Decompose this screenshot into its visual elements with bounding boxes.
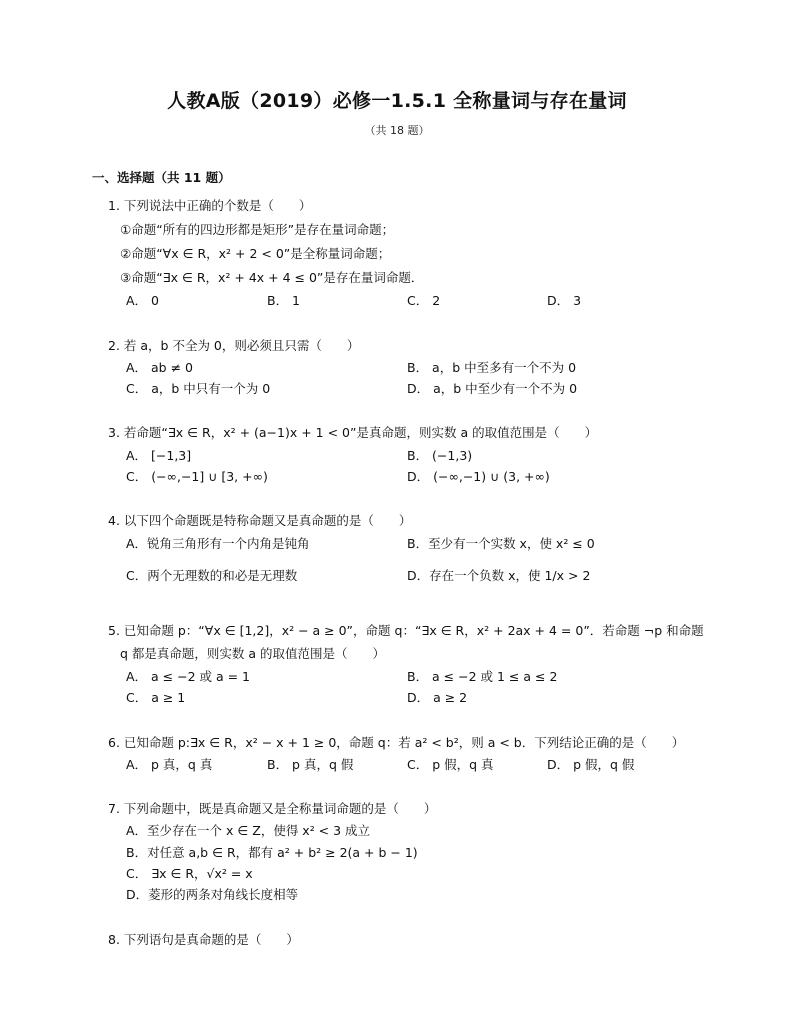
question-3-option-b[interactable]: B． (−1,3) bbox=[407, 448, 473, 463]
question-1-stem: 1. 下列说法中正确的个数是（ ） bbox=[108, 198, 312, 213]
question-8-stem: 8. 下列语句是真命题的是（ ） bbox=[108, 932, 299, 947]
section-heading: 一、选择题（共 11 题） bbox=[92, 170, 231, 185]
question-count: （共 18 题） bbox=[364, 124, 430, 137]
question-6-option-d[interactable]: D． p 假，q 假 bbox=[547, 757, 635, 772]
question-1-option-d[interactable]: D． 3 bbox=[547, 293, 582, 308]
question-7-option-c[interactable]: C． ∃x ∈ R，√x² = x bbox=[126, 866, 253, 881]
question-1-statement-1: ①命题“所有的四边形都是矩形”是存在量词命题； bbox=[120, 222, 395, 237]
question-1-statement-3: ③命题“∃x ∈ R，x² + 4x + 4 ≤ 0”是存在量词命题． bbox=[120, 270, 424, 285]
question-5-option-b[interactable]: B． a ≤ −2 或 1 ≤ a ≤ 2 bbox=[407, 669, 558, 684]
question-4-stem: 4. 以下四个命题既是特称命题又是真命题的是（ ） bbox=[108, 513, 412, 528]
question-3-option-c[interactable]: C． (−∞,−1] ∪ [3, +∞) bbox=[126, 469, 268, 484]
page-title: 人教A版（2019）必修一1.5.1 全称量词与存在量词 bbox=[167, 90, 627, 112]
question-5-option-c[interactable]: C． a ≥ 1 bbox=[126, 690, 186, 705]
question-4-option-a[interactable]: A．锐角三角形有一个内角是钝角 bbox=[126, 536, 310, 551]
question-2-stem: 2. 若 a，b 不全为 0，则必须且只需（ ） bbox=[108, 338, 360, 353]
question-6-option-a[interactable]: A． p 真，q 真 bbox=[126, 757, 213, 772]
question-3-option-a[interactable]: A． [−1,3] bbox=[126, 448, 192, 463]
question-4-option-c[interactable]: C．两个无理数的和必是无理数 bbox=[126, 568, 298, 583]
question-7-stem: 7. 下列命题中，既是真命题又是全称量词命题的是（ ） bbox=[108, 801, 437, 816]
question-1-option-c[interactable]: C． 2 bbox=[407, 293, 441, 308]
question-1-option-b[interactable]: B． 1 bbox=[267, 293, 301, 308]
question-5-stem-continued: q 都是真命题，则实数 a 的取值范围是（ ） bbox=[120, 646, 386, 661]
question-6-option-b[interactable]: B． p 真，q 假 bbox=[267, 757, 354, 772]
question-6-stem: 6. 已知命题 p:∃x ∈ R，x² − x + 1 ≥ 0，命题 q：若 a² < b²，则 a < b．下列结论正确的是（ ） bbox=[108, 735, 685, 750]
question-5-option-a[interactable]: A． a ≤ −2 或 a = 1 bbox=[126, 669, 251, 684]
question-3-stem: 3. 若命题“∃x ∈ R，x² + (a−1)x + 1 < 0”是真命题，则实数 a 的取值范围是（ ） bbox=[108, 425, 598, 440]
question-6-option-c[interactable]: C． p 假，q 真 bbox=[407, 757, 494, 772]
question-3-option-d[interactable]: D． (−∞,−1) ∪ (3, +∞) bbox=[407, 469, 550, 484]
question-2-option-c[interactable]: C． a，b 中只有一个为 0 bbox=[126, 381, 271, 396]
question-7-option-a[interactable]: A．至少存在一个 x ∈ Z，使得 x² < 3 成立 bbox=[126, 823, 371, 838]
question-7-option-b[interactable]: B．对任意 a,b ∈ R，都有 a² + b² ≥ 2(a + b − 1) bbox=[126, 845, 418, 860]
question-4-option-b[interactable]: B．至少有一个实数 x，使 x² ≤ 0 bbox=[407, 536, 595, 551]
question-4-option-d[interactable]: D．存在一个负数 x，使 1/x > 2 bbox=[407, 568, 591, 583]
question-7-option-d[interactable]: D．菱形的两条对角线长度相等 bbox=[126, 887, 299, 902]
question-5-stem: 5. 已知命题 p：“∀x ∈ [1,2]，x² − a ≥ 0”，命题 q：“∃x ∈ R，x² + 2ax + 4 = 0”．若命题 ¬p 和命题 bbox=[108, 623, 704, 638]
question-2-option-b[interactable]: B． a，b 中至多有一个不为 0 bbox=[407, 360, 577, 375]
question-2-option-d[interactable]: D． a，b 中至少有一个不为 0 bbox=[407, 381, 578, 396]
question-2-option-a[interactable]: A． ab ≠ 0 bbox=[126, 360, 193, 375]
question-1-option-a[interactable]: A． 0 bbox=[126, 293, 159, 308]
question-1-statement-2: ②命题“∀x ∈ R，x² + 2 < 0”是全称量词命题； bbox=[120, 246, 391, 261]
question-5-option-d[interactable]: D． a ≥ 2 bbox=[407, 690, 468, 705]
